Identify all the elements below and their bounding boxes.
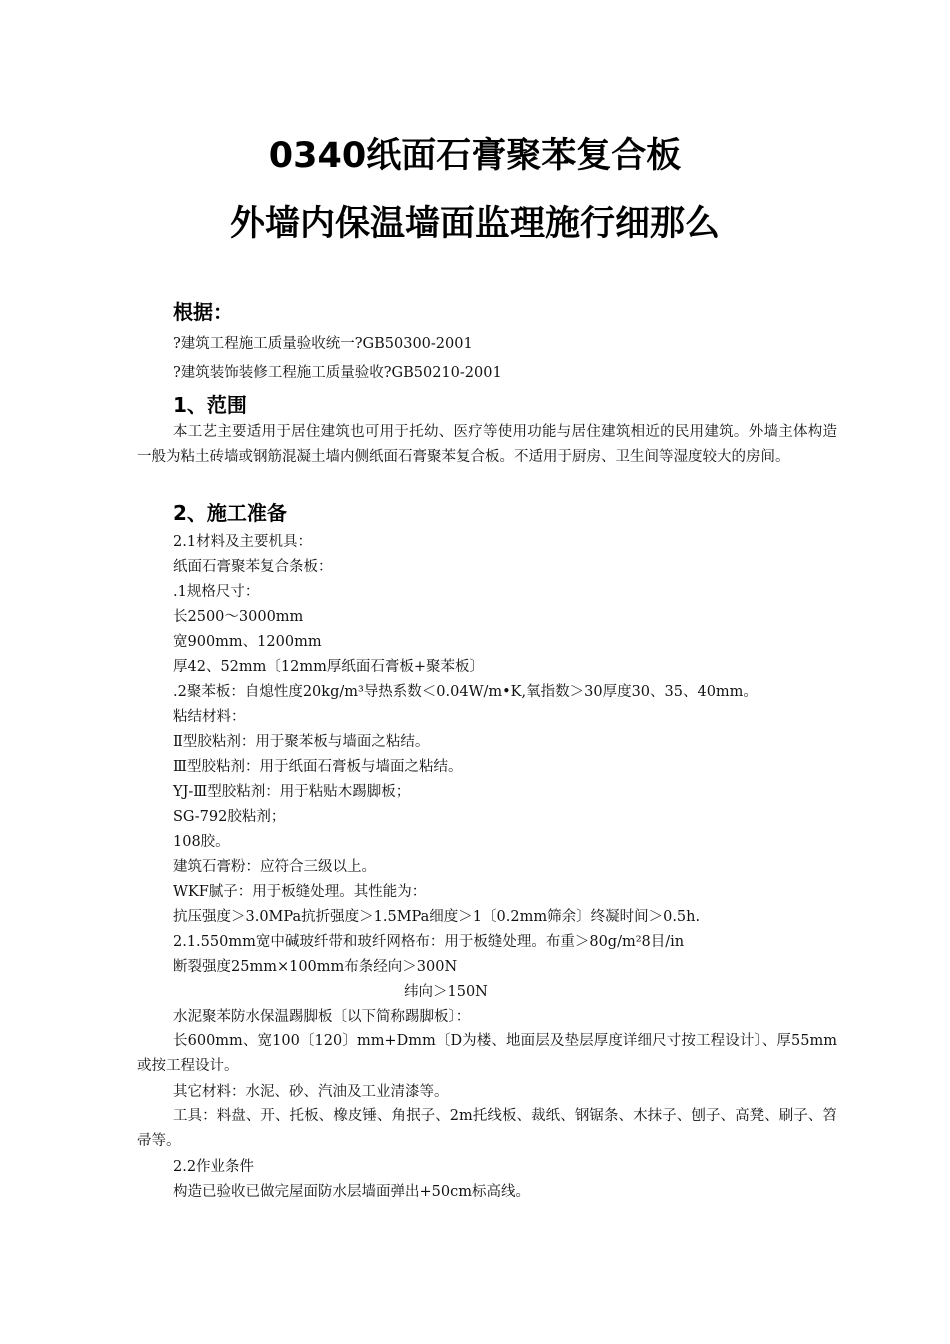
list-line: .2聚苯板：自熄性度20kg/m³导热系数＜0.04W/m•K,氧指数＞30厚度30、35、40mm。	[173, 684, 758, 700]
list-line: WKF腻子：用于板缝处理。其性能为：	[173, 884, 427, 900]
list-line: 断裂强度25mm×100mm布条经向＞300N	[173, 959, 458, 975]
tools-paragraph: 工具：料盘、开、托板、橡皮锤、角抿子、2m托线板、裁纸、钢锯条、木抹子、刨子、高凳、刷子、笤帚等。	[137, 1108, 837, 1149]
section-1-heading: 1、范围	[173, 393, 247, 417]
work-conditions-heading: 2.2作业条件	[173, 1159, 255, 1175]
list-line: 粘结材料：	[173, 709, 246, 725]
list-line: 建筑石膏粉：应符合三级以上。	[173, 859, 376, 875]
list-line: Ⅲ型胶粘剂：用于纸面石膏板与墙面之粘结。	[173, 759, 463, 775]
section-2-heading: 2、施工准备	[173, 501, 287, 525]
list-line: YJ-Ⅲ型胶粘剂：用于粘贴木踢脚板；	[173, 784, 411, 800]
list-line: 宽900mm、1200mm	[173, 634, 322, 650]
other-materials-line: 其它材料：水泥、砂、汽油及工业清漆等。	[173, 1084, 449, 1100]
basis-heading: 根据：	[173, 300, 233, 324]
list-line: 长2500～3000mm	[173, 609, 304, 625]
list-line: 纸面石膏聚苯复合条板：	[173, 559, 333, 575]
list-line: 构造已验收已做完屋面防水层墙面弹出+50cm标高线。	[173, 1184, 530, 1200]
document-title-line-2: 外墙内保温墙面监理施行细那么	[229, 204, 720, 244]
basis-item: ?建筑装饰装修工程施工质量验收?GB50210-2001	[173, 365, 502, 381]
list-line: SG-792胶粘剂；	[173, 809, 286, 825]
baseboard-size-paragraph: 长600mm、宽100〔120〕mm+Dmm〔D为楼、地面层及垫层厚度详细尺寸按工程设计〕、厚55mm或按工程设计。	[137, 1033, 837, 1074]
list-line: 抗压强度＞3.0MPa抗折强度＞1.5MPa细度＞1〔0.2mm筛余〕终凝时间＞0.5h.	[173, 909, 701, 925]
list-line: .1规格尺寸：	[173, 584, 260, 600]
document-title-line-1: 0340纸面石膏聚苯复合板	[268, 136, 682, 176]
list-line: 108胶。	[173, 834, 230, 850]
section-1-paragraph: 本工艺主要适用于居住建筑也可用于托幼、医疗等使用功能与居住建筑相近的民用建筑。外墙主体构造一般为粘土砖墙或钢筋混凝土墙内侧纸面石膏聚苯复合板。不适用于厨房、卫生间等湿度较大的房间。	[137, 424, 837, 465]
weft-strength-line: 纬向＞150N	[404, 984, 488, 1000]
baseboard-line: 水泥聚苯防水保温踢脚板〔以下简称踢脚板〕：	[173, 1009, 471, 1025]
list-line: 厚42、52mm〔12mm厚纸面石膏板+聚苯板〕	[173, 659, 484, 675]
list-line: 2.1材料及主要机具：	[173, 534, 313, 550]
list-line: 2.1.550mm宽中碱玻纤带和玻纤网格布：用于板缝处理。布重＞80g/m²8目/in	[173, 934, 685, 950]
basis-item: ?建筑工程施工质量验收统一?GB50300-2001	[173, 336, 473, 352]
list-line: Ⅱ型胶粘剂：用于聚苯板与墙面之粘结。	[173, 734, 430, 750]
